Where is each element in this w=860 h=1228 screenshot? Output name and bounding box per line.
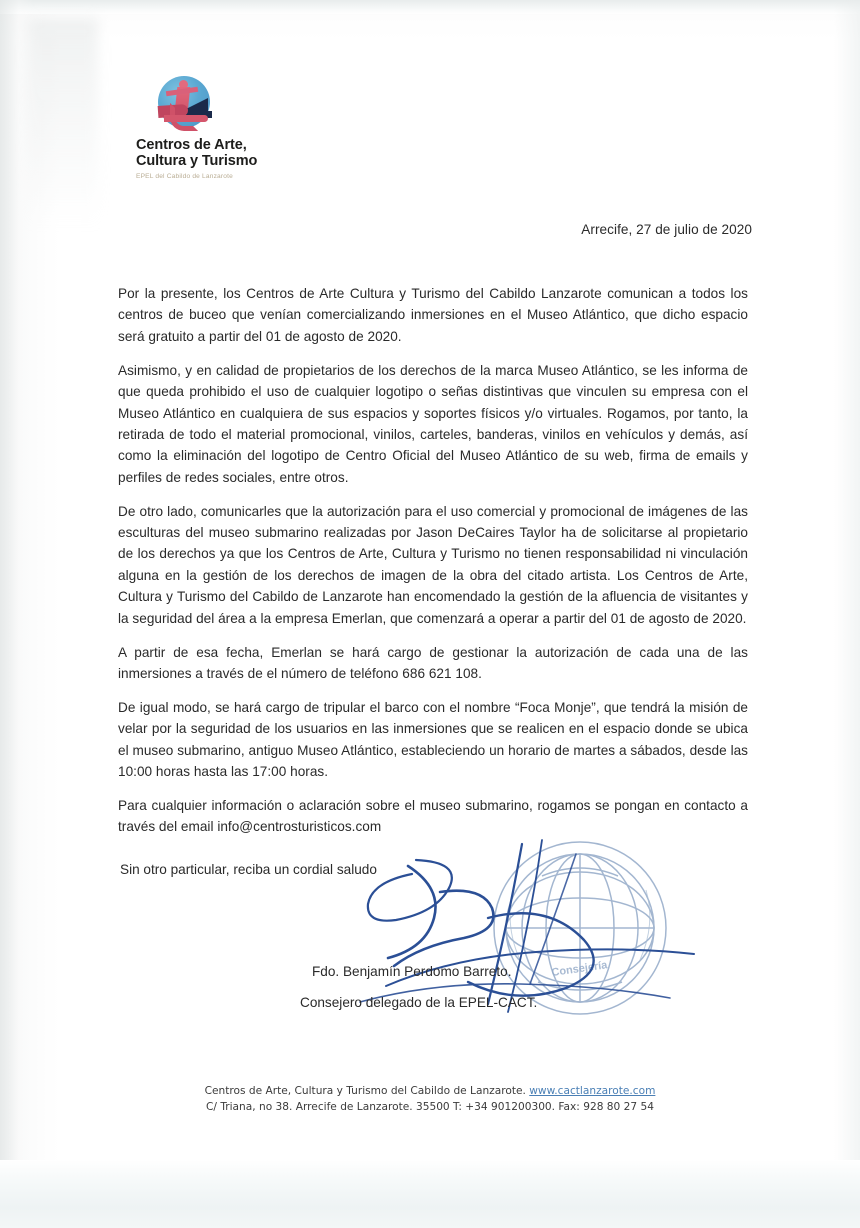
stamp-label-text: Consejería bbox=[550, 959, 609, 979]
footer-website-link[interactable]: www.cactlanzarote.com bbox=[529, 1085, 656, 1097]
footer-line-2: C/ Triana, no 38. Arrecife de Lanzarote. 35500 T: +34 901200300. Fax: 928 80 27 54 bbox=[206, 1100, 654, 1113]
page-footer bbox=[0, 1084, 860, 1115]
body-paragraph: Para cualquier información o aclaración sobre el museo submarino, rogamos se pongan en contacto a través del email info@centrosturisticos.com bbox=[118, 798, 748, 835]
brand-subtitle: EPEL del Cabildo de Lanzarote bbox=[136, 173, 233, 181]
closing-salutation: Sin otro particular, reciba un cordial saludo bbox=[120, 862, 377, 877]
body-paragraph: A partir de esa fecha, Emerlan se hará cargo de gestionar la autorización de cada una de las inmersiones a través de el número de teléfono 686 621 108. bbox=[118, 644, 748, 681]
cact-logo-icon bbox=[154, 74, 220, 130]
brand-name-line-2: Cultura y Turismo bbox=[136, 153, 258, 170]
signer-name: Fdo. Benjamín Perdomo Barreto. bbox=[312, 964, 512, 979]
footer-line-1 bbox=[0, 1084, 860, 1100]
logo-pink-lower-swoosh-shape bbox=[164, 115, 208, 122]
footer-org-text: Centros de Arte, Cultura y Turismo del Cabildo de Lanzarote. bbox=[204, 1085, 530, 1097]
body-paragraph: De igual modo, se hará cargo de tripular el barco con el nombre “Foca Monje”, que tendrá la misión de velar por la seguridad de los usuarios en las inmersiones que se realicen en el espacio donde se ubica el museo submarino, antiguo Museo Atlántico, estableciendo un horario de martes a sábados, desde las 10:00 horas hasta las 17:00 horas. bbox=[118, 699, 748, 780]
date-line: Arrecife, 27 de julio de 2020 bbox=[581, 222, 752, 237]
letterhead bbox=[136, 74, 386, 180]
signer-role: Consejero delegado de la EPEL-CACT. bbox=[300, 995, 538, 1010]
body-paragraph: Por la presente, los Centros de Arte Cultura y Turismo del Cabildo Lanzarote comunican a todos los centros de buceo que venían comercializando inmersiones en el Museo Atlántico, que dicho espacio será gratuito a partir del 01 de agosto de 2020. bbox=[118, 286, 748, 344]
body-paragraph: Asimismo, y en calidad de propietarios de los derechos de la marca Museo Atlántico, se les informa de que queda prohibido el uso de cualquier logotipo o señas distintivas que vinculen su empresa con el Museo Atlántico en cualquiera de sus espacios y soportes físicos y/o virtuales. Rogamos, por tanto, la retirada de todo el material promocional, vinilos, carteles, banderas, vinilos en vehículos y demás, así como la eliminación del logotipo de Centro Oficial del Museo Atlántico de su web, firma de emails y perfiles de redes sociales, entre otros. bbox=[118, 362, 748, 485]
body-paragraph: De otro lado, comunicarles que la autorización para el uso comercial y promocional de imágenes de las esculturas del museo submarino realizadas por Jason DeCaires Taylor ha de solicitarse al propietario de los derechos ya que los Centros de Arte, Cultura y Turismo no tienen responsabilidad ni vinculación alguna en la gestión de los derechos de imagen de la obra del citado artista. Los Centros de Arte, Cultura y Turismo del Cabildo de Lanzarote han encomendado la gestión de la afluencia de visitantes y la seguridad del área a la empresa Emerlan, que comenzará a operar a partir del 01 de agosto de 2020. bbox=[118, 503, 748, 626]
letter-body bbox=[118, 283, 748, 838]
brand-name-line-1: Centros de Arte, bbox=[136, 137, 247, 153]
